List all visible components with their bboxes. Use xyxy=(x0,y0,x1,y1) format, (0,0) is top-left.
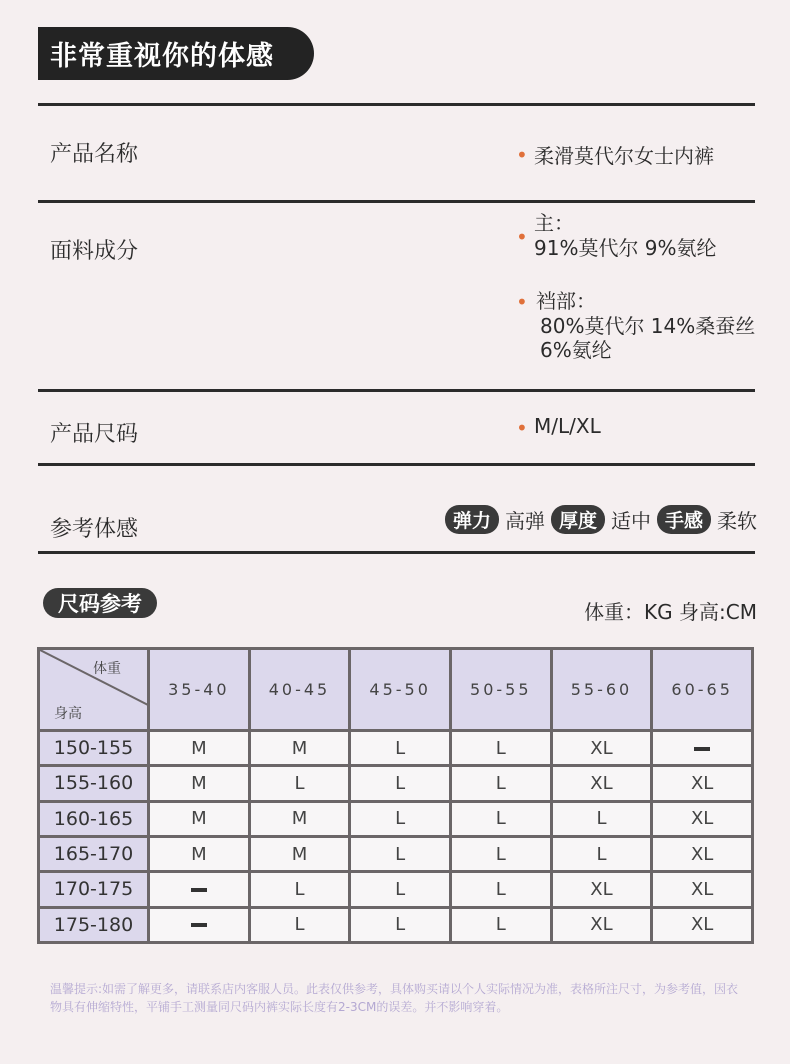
size-cell: L xyxy=(551,836,652,871)
size-table xyxy=(37,647,754,944)
size-cell: L xyxy=(450,836,551,871)
bullet-icon: • xyxy=(516,225,528,249)
size-cell: L xyxy=(450,766,551,801)
size-cell: XL xyxy=(652,872,753,907)
size-cell: L xyxy=(350,872,451,907)
fabric-label: 面料成分 xyxy=(50,239,139,264)
unit-note: 体重：KG 身高:CM xyxy=(584,600,757,624)
height-cell: 165-170 xyxy=(39,836,149,871)
footnote: 温馨提示:如需了解更多，请联系店内客服人员。此表仅供参考，具体购买请以个人实际情况为准，表格所注尺寸，为参考值，因衣物具有伸缩特性，平铺手工测量同尺码内裤实际长度有2-3CM的误差。并不影响穿着。 xyxy=(50,982,739,1014)
size-value: M/L/XL xyxy=(534,414,601,438)
divider xyxy=(38,463,755,466)
size-cell: XL xyxy=(551,730,652,765)
feel-tag-touch: 手感 xyxy=(657,505,711,534)
table-row xyxy=(39,907,753,942)
size-cell: L xyxy=(350,730,451,765)
height-cell: 160-165 xyxy=(39,801,149,836)
height-cell: 150-155 xyxy=(39,730,149,765)
size-cell: L xyxy=(350,907,451,942)
fabric-crotch-line2: 6%氨纶 xyxy=(540,338,612,362)
size-cell: XL xyxy=(652,801,753,836)
table-row xyxy=(39,801,753,836)
size-cell: XL xyxy=(551,872,652,907)
divider xyxy=(38,389,755,392)
size-label: 产品尺码 xyxy=(50,422,139,447)
table-row xyxy=(39,872,753,907)
size-cell: L xyxy=(249,766,350,801)
size-cell: L xyxy=(551,801,652,836)
weight-header: 45-50 xyxy=(350,649,451,731)
feel-value-thickness: 适中 xyxy=(610,509,651,533)
height-cell: 170-175 xyxy=(39,872,149,907)
corner-weight-label: 体重 xyxy=(93,661,121,677)
divider xyxy=(38,551,755,554)
height-cell: 155-160 xyxy=(39,766,149,801)
size-cell: XL xyxy=(652,907,753,942)
size-cell: M xyxy=(249,801,350,836)
table-row xyxy=(39,836,753,871)
size-cell xyxy=(149,907,250,942)
page-title: 非常重视你的体感 xyxy=(38,27,314,80)
dash-icon xyxy=(191,888,207,892)
product-name-label: 产品名称 xyxy=(50,142,139,167)
bullet-icon: • xyxy=(516,290,528,314)
weight-header: 55-60 xyxy=(551,649,652,731)
bullet-icon: • xyxy=(516,143,528,167)
bullet-icon: • xyxy=(516,416,528,440)
size-cell: M xyxy=(149,836,250,871)
size-cell: L xyxy=(350,766,451,801)
feel-tag-elasticity: 弹力 xyxy=(445,505,499,534)
fabric-crotch-title: 裆部： xyxy=(536,289,596,313)
feel-group xyxy=(445,505,757,534)
size-cell: M xyxy=(249,836,350,871)
size-cell: XL xyxy=(652,766,753,801)
divider xyxy=(38,200,755,203)
size-reference-title: 尺码参考 xyxy=(43,588,157,618)
size-cell: L xyxy=(450,907,551,942)
feel-label: 参考体感 xyxy=(50,517,139,542)
fabric-crotch-line1: 80%莫代尔 14%桑蚕丝 xyxy=(540,314,756,338)
size-cell xyxy=(149,872,250,907)
fabric-main-title: 主： xyxy=(534,211,574,235)
size-cell: XL xyxy=(652,836,753,871)
weight-header: 60-65 xyxy=(652,649,753,731)
size-cell: XL xyxy=(551,907,652,942)
feel-value-touch: 柔软 xyxy=(717,509,757,533)
size-cell xyxy=(652,730,753,765)
product-name-value: 柔滑莫代尔女士内裤 xyxy=(534,144,714,168)
size-cell: L xyxy=(450,730,551,765)
weight-header: 50-55 xyxy=(450,649,551,731)
table-row xyxy=(39,766,753,801)
size-cell: XL xyxy=(551,766,652,801)
dash-icon xyxy=(191,923,207,927)
corner-height-label: 身高 xyxy=(54,705,82,722)
size-cell: M xyxy=(149,766,250,801)
feel-value-elasticity: 高弹 xyxy=(504,509,545,533)
table-corner xyxy=(39,649,149,731)
size-cell: L xyxy=(350,801,451,836)
size-cell: L xyxy=(249,907,350,942)
table-row xyxy=(39,730,753,765)
weight-header: 35-40 xyxy=(149,649,250,731)
size-cell: M xyxy=(249,730,350,765)
divider xyxy=(38,103,755,106)
size-cell: M xyxy=(149,730,250,765)
dash-icon xyxy=(694,747,710,751)
weight-header: 40-45 xyxy=(249,649,350,731)
feel-tag-thickness: 厚度 xyxy=(551,505,605,534)
height-cell: 175-180 xyxy=(39,907,149,942)
table-header-row xyxy=(39,649,753,731)
fabric-main-value: 91%莫代尔 9%氨纶 xyxy=(534,236,717,260)
size-cell: L xyxy=(249,872,350,907)
size-cell: M xyxy=(149,801,250,836)
size-cell: L xyxy=(350,836,451,871)
size-cell: L xyxy=(450,872,551,907)
size-cell: L xyxy=(450,801,551,836)
